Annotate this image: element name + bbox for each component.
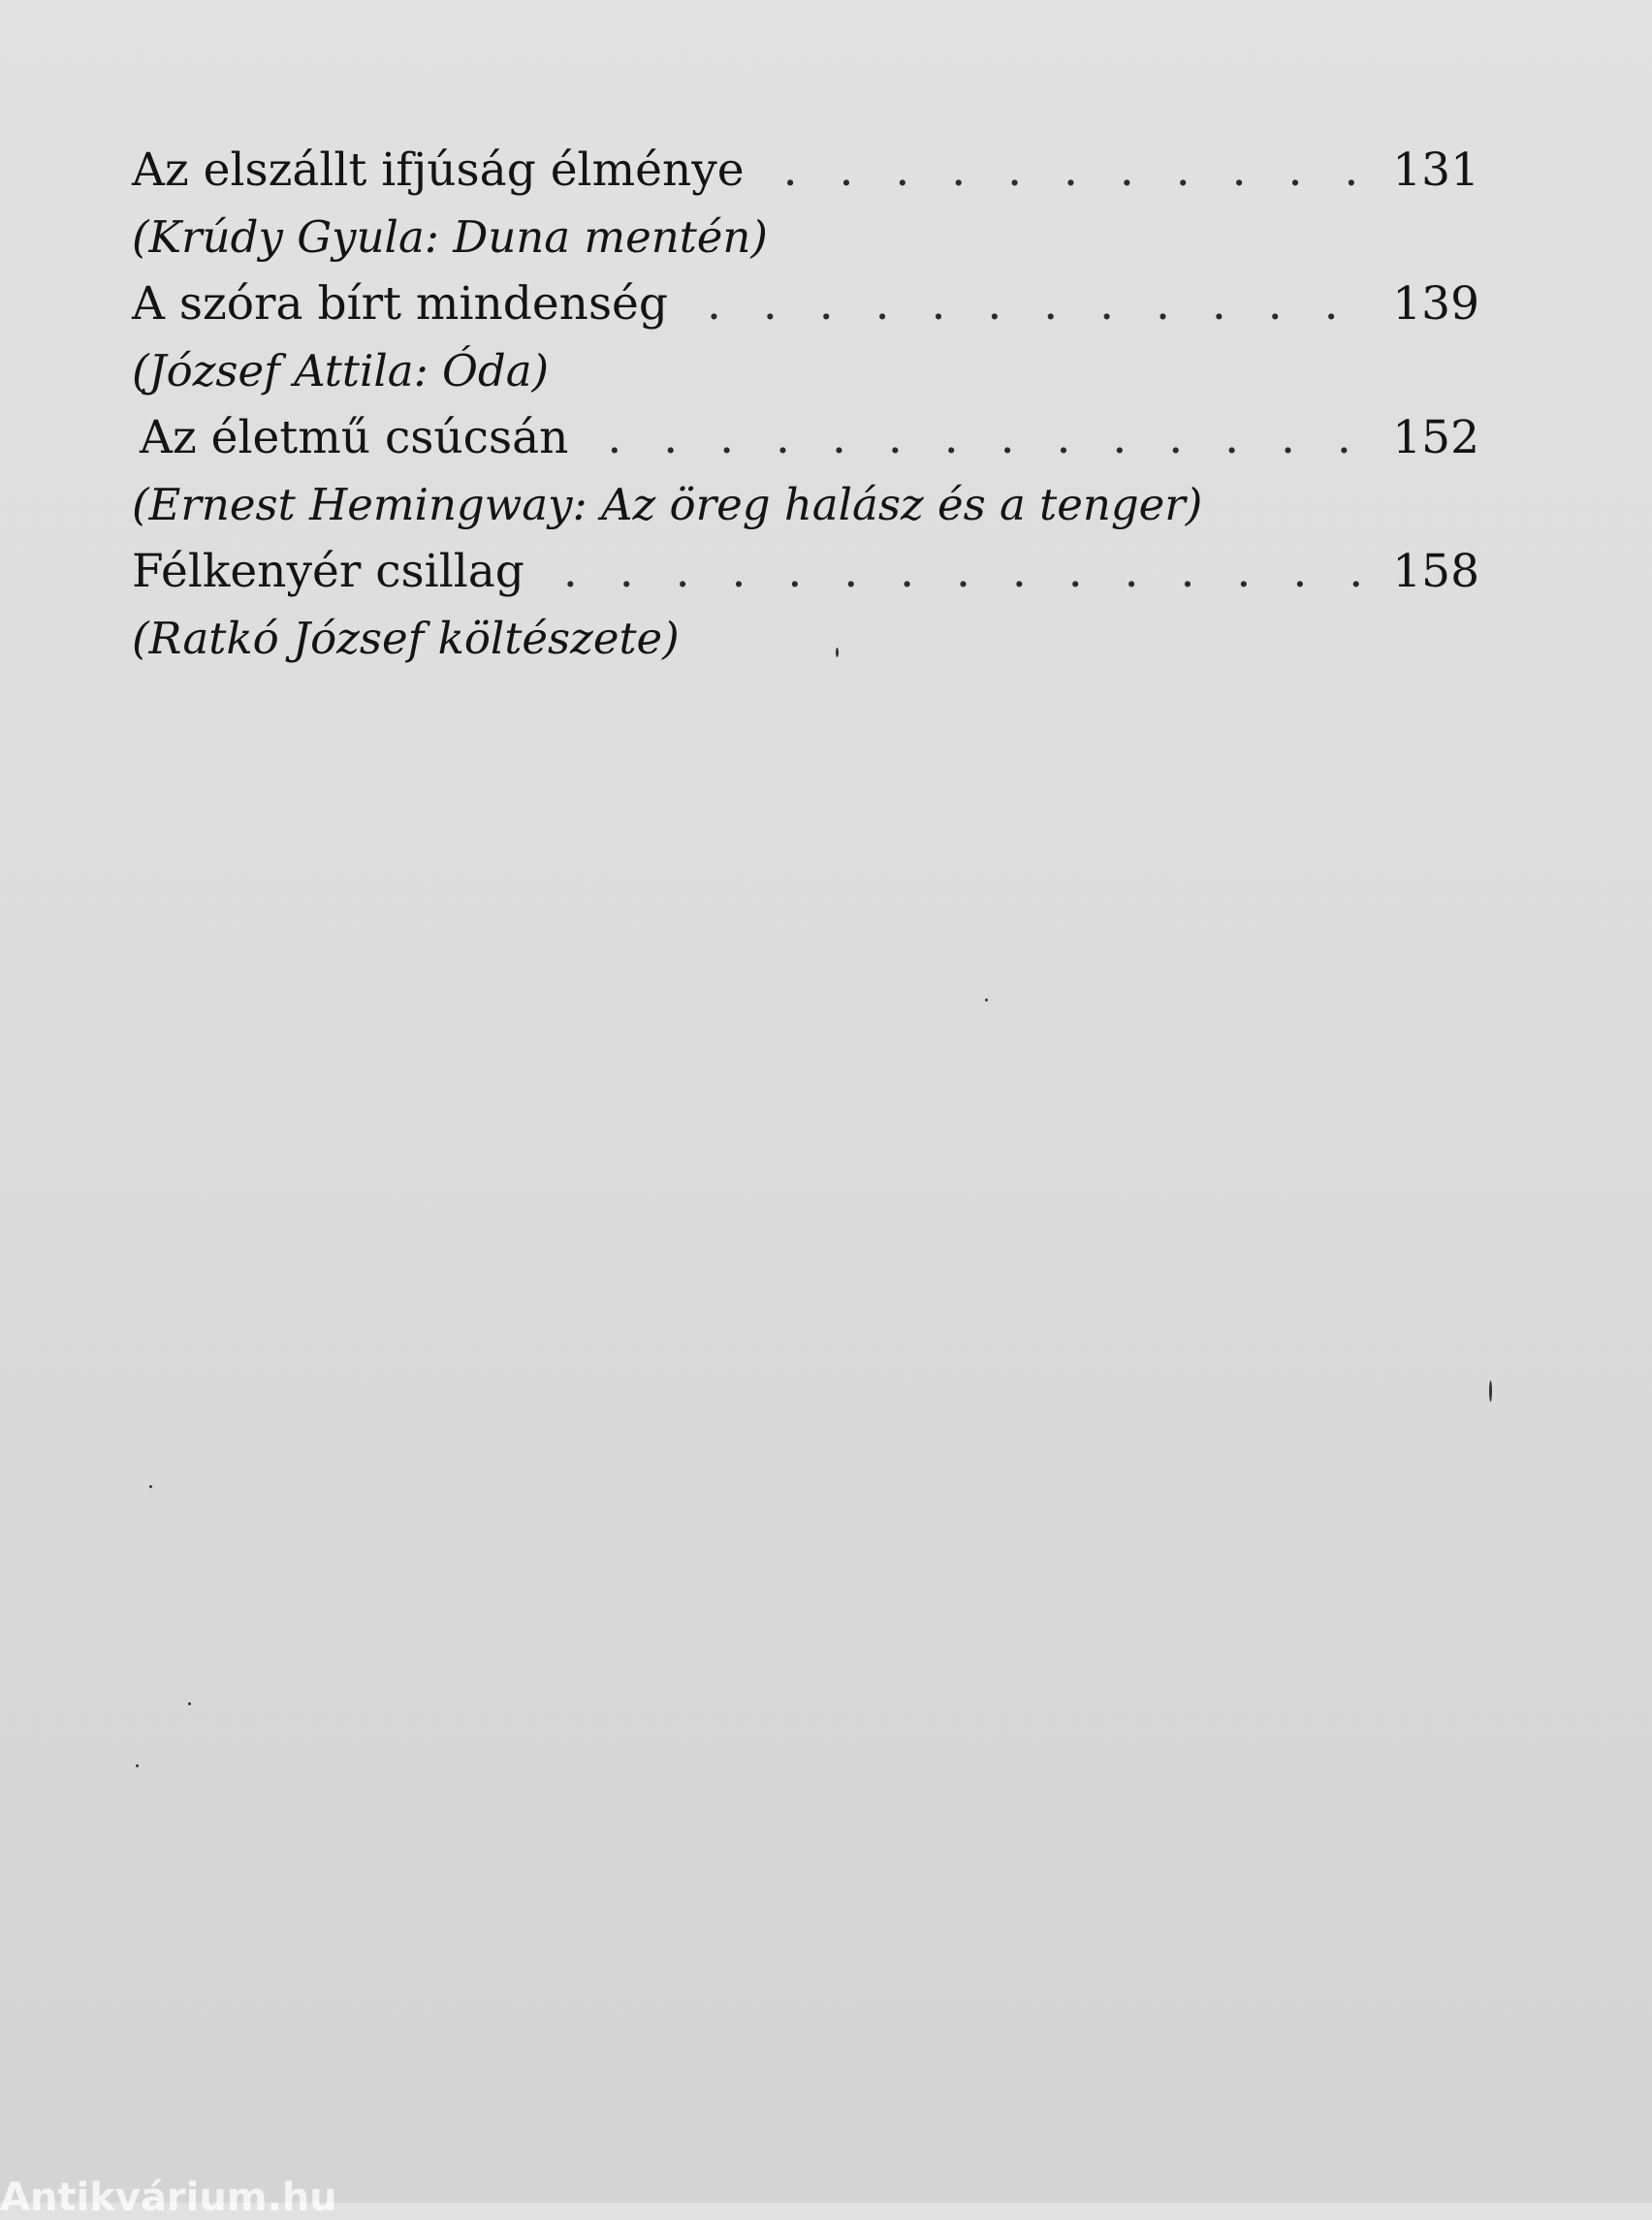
dust-speck	[836, 648, 839, 657]
dust-speck	[1489, 1380, 1492, 1402]
toc-entry	[132, 277, 1479, 411]
toc-entry-line	[132, 411, 1479, 479]
dust-speck	[136, 1764, 139, 1767]
dust-speck	[985, 999, 988, 1001]
toc-entry-subtitle: (Ernest Hemingway: Az öreg halász és a tenger)	[132, 479, 1203, 530]
toc-entry-line	[132, 277, 1479, 345]
toc-entry-title: Félkenyér csillag	[132, 545, 524, 598]
dust-speck	[188, 1702, 191, 1705]
toc-entry-title: Az életmű csúcsán	[140, 411, 569, 464]
toc-entry-line	[132, 545, 1479, 613]
toc-page-number: 131	[1392, 143, 1479, 197]
toc-page-number: 152	[1392, 411, 1479, 464]
toc-entry	[132, 411, 1479, 545]
dust-speck	[149, 1485, 152, 1488]
toc-entry-subtitle: (Ratkó József költészete)	[132, 613, 680, 664]
dot-leader	[607, 411, 1371, 464]
toc-entry	[132, 143, 1479, 277]
watermark-text: Antikvárium.hu	[0, 2175, 337, 2220]
toc-entry	[132, 545, 1479, 679]
toc-entry-line	[132, 143, 1479, 211]
toc-page-number: 158	[1392, 545, 1479, 598]
dot-leader	[707, 277, 1371, 331]
toc-entry-subtitle: (Krúdy Gyula: Duna mentén)	[132, 211, 768, 263]
bleed-through-text	[233, 814, 1474, 1582]
toc-page-number: 139	[1392, 277, 1479, 331]
dot-leader	[563, 545, 1371, 598]
toc-entry-title: A szóra bírt mindenség	[132, 277, 668, 331]
dot-leader	[783, 143, 1372, 197]
table-of-contents	[132, 143, 1479, 679]
toc-entry-subtitle: (József Attila: Óda)	[132, 345, 550, 396]
toc-entry-title: Az elszállt ifjúság élménye	[132, 143, 745, 197]
